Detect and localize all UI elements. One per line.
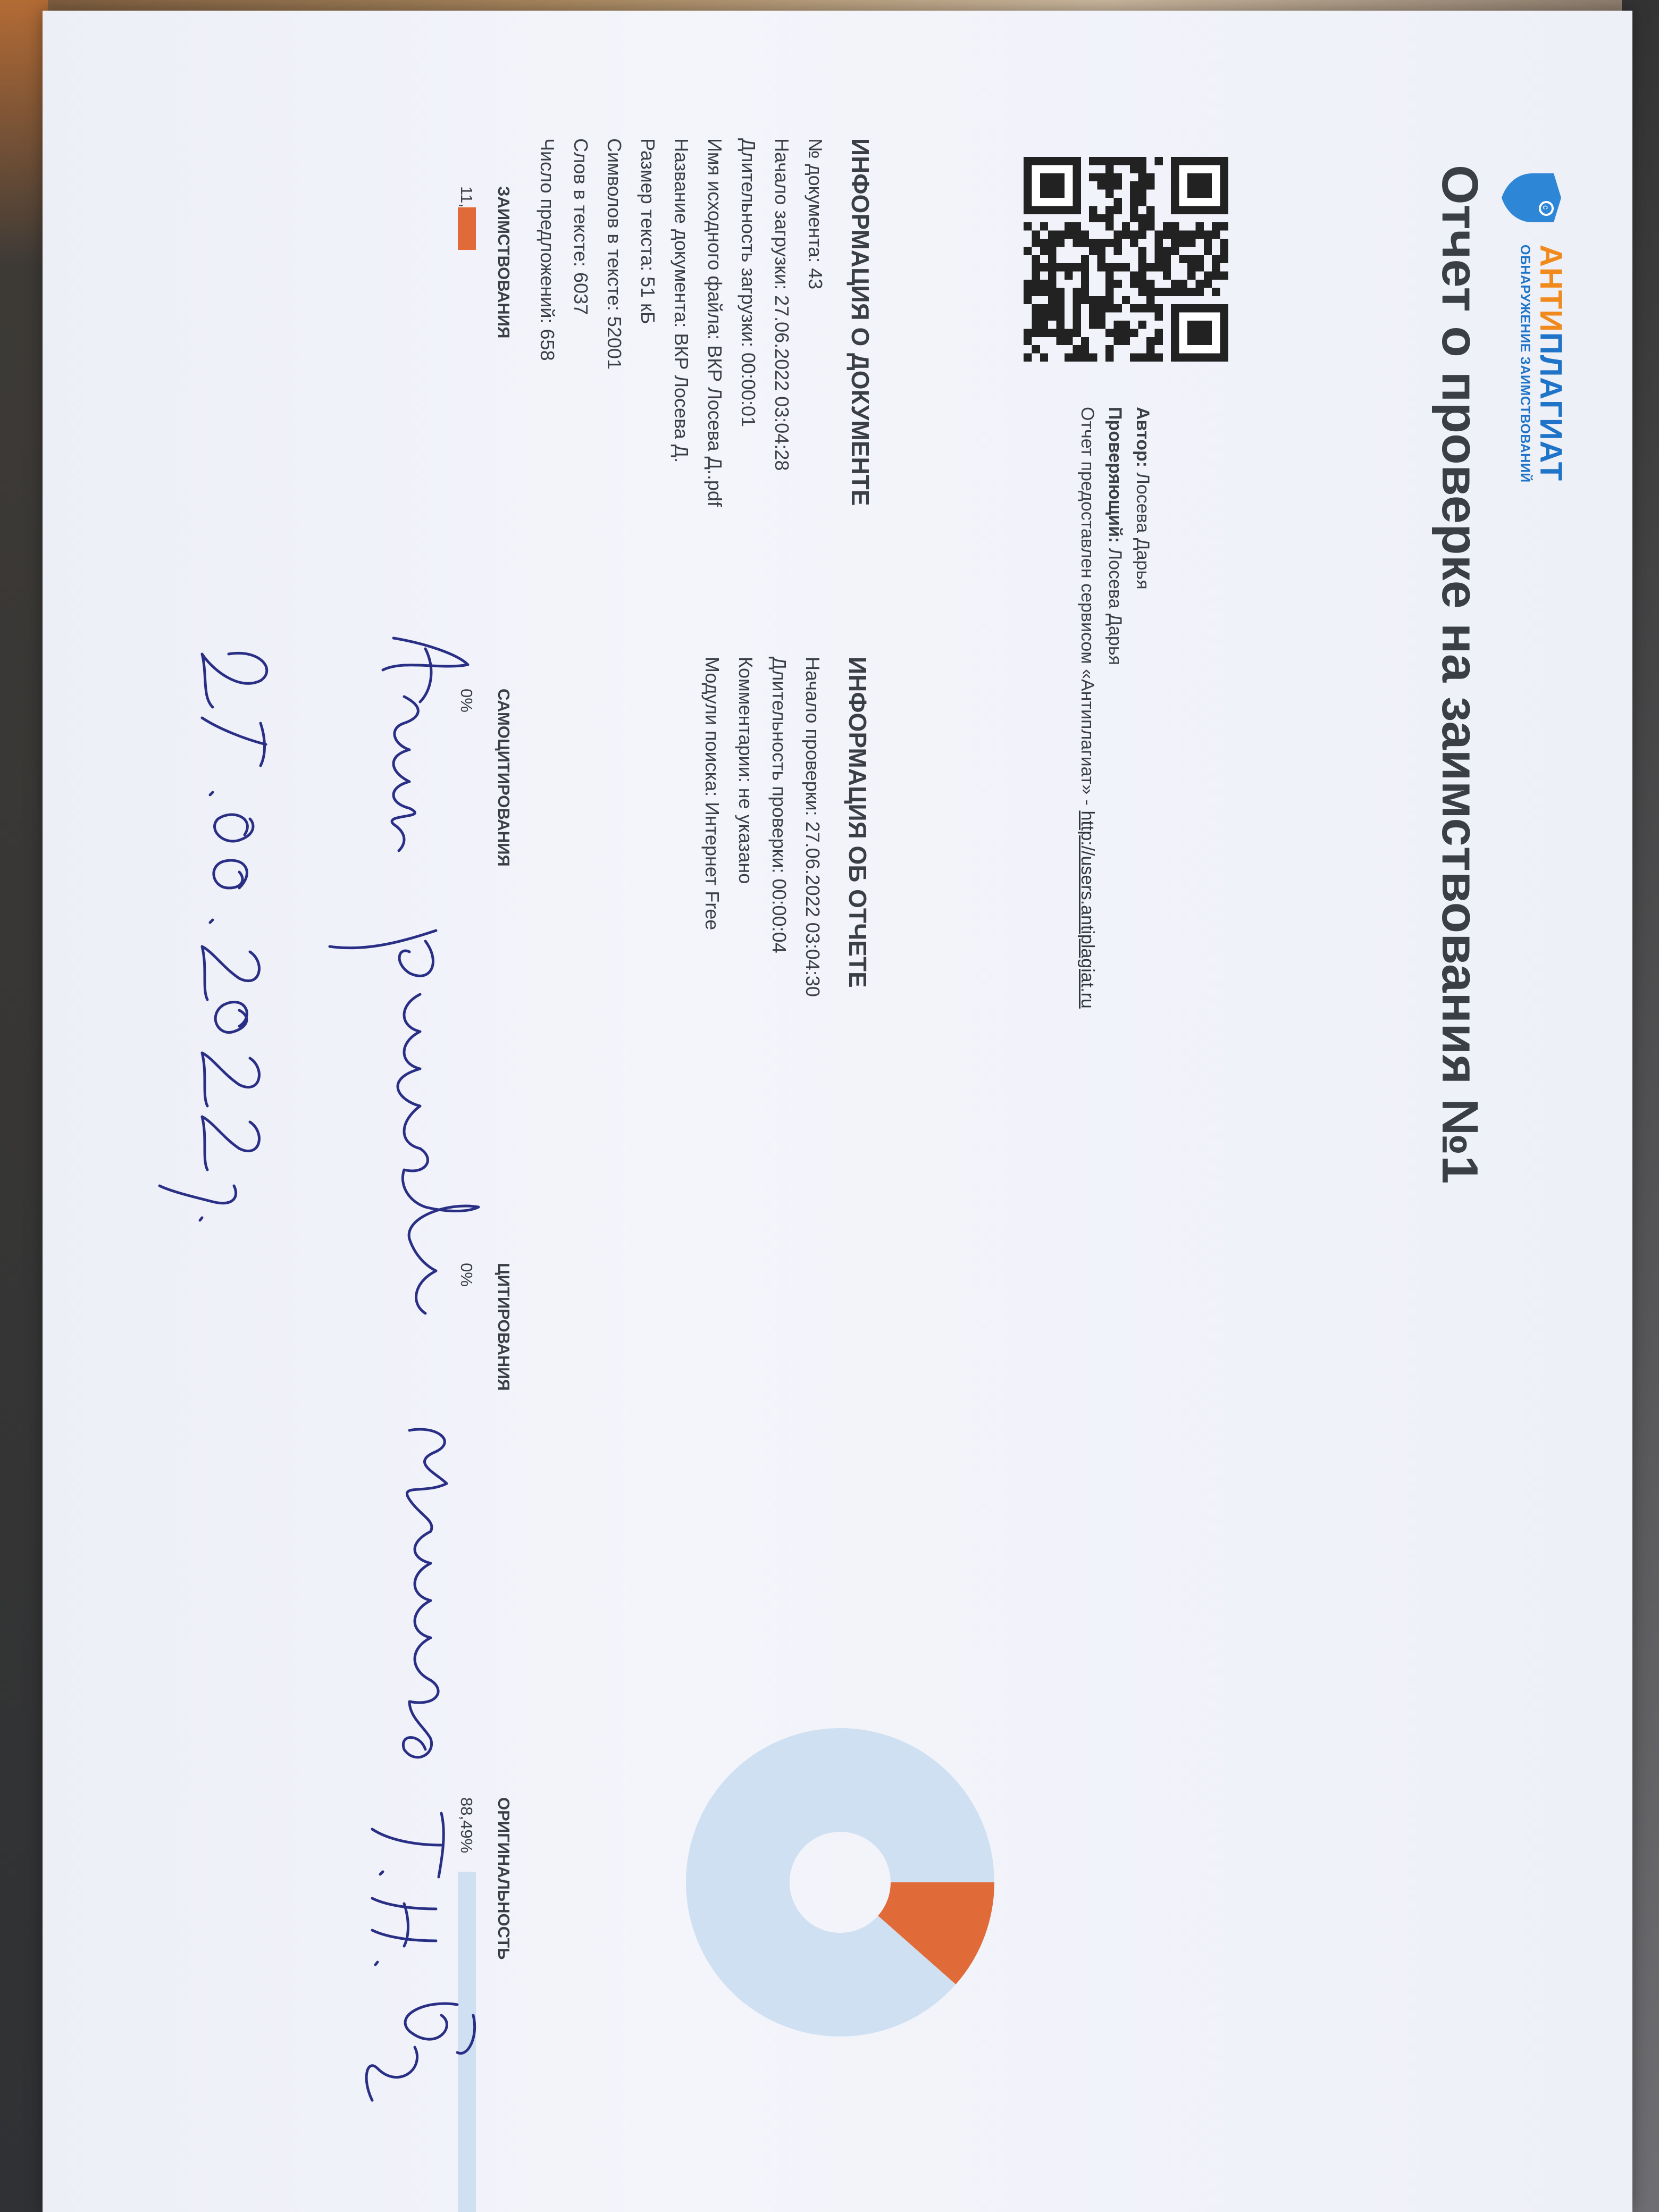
report-info-line: Модули поиска: Интернет Free xyxy=(701,657,723,931)
citations-value: 0% xyxy=(457,1263,476,1287)
citations-label: ЦИТИРОВАНИЯ xyxy=(495,1263,513,1391)
report-meta xyxy=(1074,407,1157,1009)
doc-info-line: Символов в тексте: 52001 xyxy=(604,138,625,370)
checker-line xyxy=(1101,407,1129,1009)
doc-info-heading: ИНФОРМАЦИЯ О ДОКУМЕНТЕ xyxy=(847,138,874,506)
report-info-heading: ИНФОРМАЦИЯ ОБ ОТЧЕТЕ xyxy=(844,657,872,988)
author-line xyxy=(1129,407,1157,1009)
doc-info-line: Слов в тексте: 6037 xyxy=(570,138,592,315)
checker-value: Лосева Дарья xyxy=(1105,548,1125,665)
originality-donut-chart xyxy=(681,1723,1000,2042)
author-value: Лосева Дарья xyxy=(1133,472,1153,590)
service-line xyxy=(1074,407,1101,1009)
originality-label: ОРИГИНАЛЬНОСТЬ xyxy=(495,1797,513,1960)
report-title: Отчет о проверке на заимствования №1 xyxy=(1431,165,1488,1184)
handwritten-signature xyxy=(117,622,489,2191)
doc-info-line: № документа: 43 xyxy=(805,138,826,290)
paper-sheet xyxy=(43,11,1632,2212)
logo-name-part1: АНТИ xyxy=(1534,245,1568,332)
doc-info-line: Название документа: ВКР Лосева Д. xyxy=(671,138,692,463)
borrowings-bar xyxy=(458,207,476,250)
report-page xyxy=(43,11,1632,2212)
service-text: Отчет предоставлен сервисом «Антиплагиат» - xyxy=(1077,407,1097,811)
report-info-list xyxy=(696,657,830,997)
self-citations-value: 0% xyxy=(457,689,476,713)
doc-info-line: Число предложений: 658 xyxy=(537,138,558,361)
service-link[interactable]: http://users.antiplagiat.ru xyxy=(1077,810,1097,1009)
doc-info-line: Размер текста: 51 кБ xyxy=(637,138,659,324)
qr-code-icon xyxy=(1024,157,1228,362)
doc-info-line: Длительность загрузки: 00:00:01 xyxy=(738,138,759,428)
originality-value: 88,49% xyxy=(457,1797,476,1854)
report-info-line: Комментарии: не указано xyxy=(735,657,757,884)
self-citations-label: САМОЦИТИРОВАНИЯ xyxy=(495,689,513,867)
logo-name-part2: ПЛАГИАТ xyxy=(1534,332,1568,482)
svg-text:c: c xyxy=(1541,205,1550,210)
doc-info-line: Имя исходного файла: ВКР Лосева Д..pdf xyxy=(704,138,726,507)
shield-logo-icon xyxy=(1499,170,1563,226)
doc-info-list xyxy=(531,138,832,507)
desk-edge-left xyxy=(0,0,48,2212)
author-label: Автор: xyxy=(1133,407,1153,468)
report-info-line: Начало проверки: 27.06.2022 03:04:30 xyxy=(802,657,824,997)
doc-info-line: Начало загрузки: 27.06.2022 03:04:28 xyxy=(771,138,793,471)
logo-tagline: ОБНАРУЖЕНИЕ ЗАИМСТВОВАНИЙ xyxy=(1518,245,1532,483)
borrowings-label: ЗАИМСТВОВАНИЯ xyxy=(495,186,513,339)
logo-name xyxy=(1533,245,1569,481)
report-info-line: Длительность проверки: 00:00:04 xyxy=(768,657,790,953)
checker-label: Проверяющий: xyxy=(1105,407,1125,543)
donut-slice-originality xyxy=(686,1728,994,2037)
